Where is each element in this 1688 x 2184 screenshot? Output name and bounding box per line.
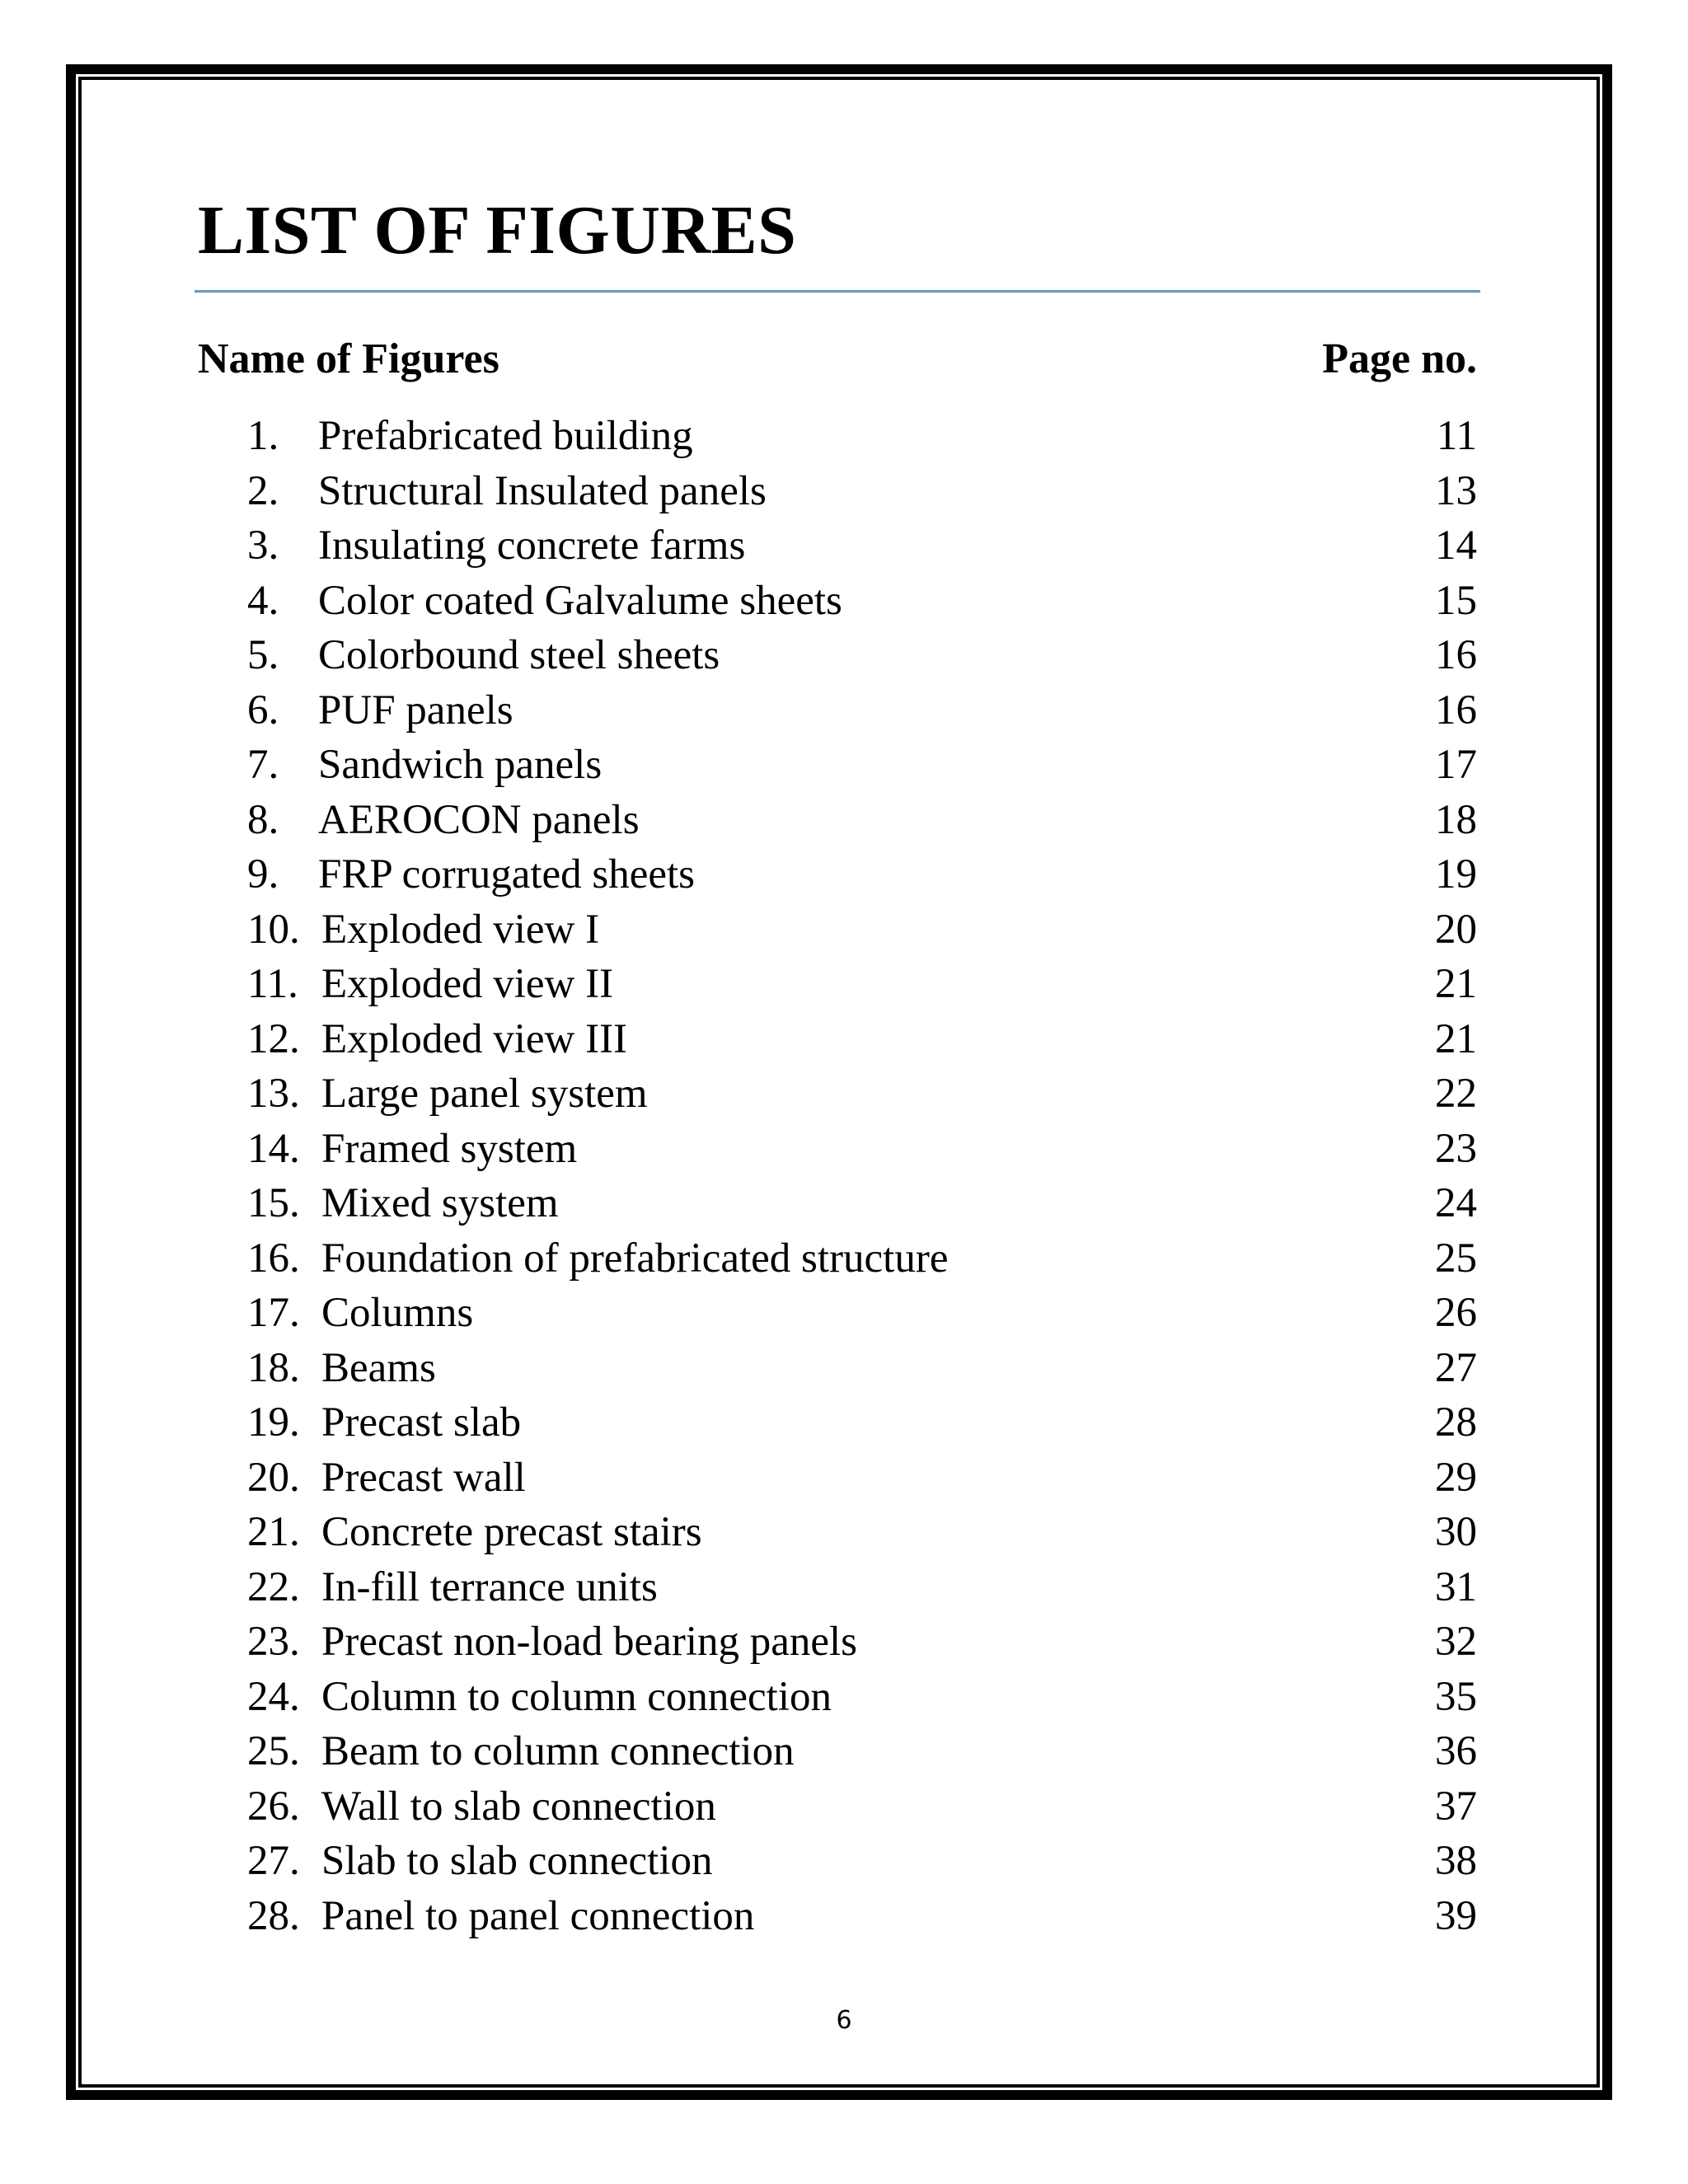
figure-page: 15: [1435, 577, 1477, 624]
figure-list-item: [198, 1779, 1477, 1835]
figure-page: 13: [1435, 467, 1477, 514]
figure-page: 39: [1435, 1892, 1477, 1939]
figure-number: 1.: [247, 413, 279, 459]
figure-list-item: [198, 683, 1477, 738]
figure-page: 18: [1435, 796, 1477, 843]
figure-number: 11.: [247, 961, 298, 1007]
figure-name: Column to column connection: [321, 1673, 832, 1720]
figure-number: 13.: [247, 1071, 300, 1117]
figure-name: Precast non-load bearing panels: [321, 1619, 858, 1665]
figure-page: 23: [1435, 1125, 1477, 1172]
figure-list-item: [198, 1395, 1477, 1451]
figure-list-item: [198, 574, 1477, 629]
figure-name: Color coated Galvalume sheets: [318, 577, 842, 624]
figure-list-item: [198, 1670, 1477, 1725]
figure-number: 27.: [247, 1838, 300, 1884]
figure-number: 24.: [247, 1673, 300, 1720]
figure-number: 26.: [247, 1783, 300, 1830]
figure-name: Prefabricated building: [318, 413, 693, 459]
figure-list-item: [198, 738, 1477, 793]
figure-page: 36: [1435, 1728, 1477, 1774]
figure-name: Exploded view I: [321, 906, 600, 953]
figure-number: 20.: [247, 1454, 300, 1501]
figure-number: 3.: [247, 523, 279, 569]
figure-page: 19: [1435, 851, 1477, 898]
figure-list-item: [198, 1286, 1477, 1341]
figure-number: 2.: [247, 467, 279, 514]
figure-page: 25: [1435, 1235, 1477, 1282]
figure-name: Sandwich panels: [318, 742, 603, 788]
title-underline: [195, 290, 1480, 293]
figure-page: 32: [1435, 1619, 1477, 1665]
figure-page: 31: [1435, 1563, 1477, 1610]
figure-name: Panel to panel connection: [321, 1892, 755, 1939]
figure-list-item: [198, 409, 1477, 464]
figure-list-item: [198, 1231, 1477, 1286]
figure-list-item: [198, 464, 1477, 519]
figure-list-item: [198, 1451, 1477, 1506]
figure-number: 22.: [247, 1563, 300, 1610]
figure-list-item: [198, 1834, 1477, 1889]
column-header-page: Page no.: [1322, 335, 1477, 382]
figure-number: 21.: [247, 1509, 300, 1555]
figure-name: Exploded view II: [321, 961, 614, 1007]
figure-list-item: [198, 518, 1477, 574]
figure-name: Foundation of prefabricated structure: [321, 1235, 949, 1282]
figure-list-item: [198, 957, 1477, 1012]
figure-number: 6.: [247, 687, 279, 733]
figure-name: Structural Insulated panels: [318, 467, 767, 514]
figure-number: 9.: [247, 851, 279, 898]
figure-name: Precast slab: [321, 1399, 522, 1446]
figure-number: 14.: [247, 1125, 300, 1172]
figure-number: 19.: [247, 1399, 300, 1446]
figure-list-item: [198, 1724, 1477, 1779]
figure-page: 11: [1436, 413, 1477, 459]
figure-list-item: [198, 1012, 1477, 1067]
figure-number: 17.: [247, 1290, 300, 1336]
figure-name: Insulating concrete farms: [318, 523, 746, 569]
figure-name: Colorbound steel sheets: [318, 632, 720, 678]
figure-page: 35: [1435, 1673, 1477, 1720]
figure-name: Precast wall: [321, 1454, 526, 1501]
figure-list-item: [198, 1889, 1477, 1944]
figure-list: [198, 409, 1477, 1943]
figure-name: Exploded view III: [321, 1015, 628, 1062]
figure-page: 30: [1435, 1509, 1477, 1555]
figure-name: Beam to column connection: [321, 1728, 795, 1774]
figure-list-item: [198, 628, 1477, 683]
figure-list-item: [198, 1615, 1477, 1670]
figure-number: 15.: [247, 1180, 300, 1226]
figure-name: Concrete precast stairs: [321, 1509, 702, 1555]
figure-page: 17: [1435, 742, 1477, 788]
figure-name: Slab to slab connection: [321, 1838, 713, 1884]
figure-name: AEROCON panels: [318, 796, 640, 843]
figure-list-item: [198, 1066, 1477, 1122]
figure-name: Wall to slab connection: [321, 1783, 716, 1830]
figure-number: 8.: [247, 796, 279, 843]
figure-number: 7.: [247, 742, 279, 788]
figure-number: 10.: [247, 906, 300, 953]
figure-list-item: [198, 1560, 1477, 1615]
figure-list-item: [198, 902, 1477, 958]
figure-name: FRP corrugated sheets: [318, 851, 696, 898]
figure-name: Framed system: [321, 1125, 578, 1172]
figure-name: Columns: [321, 1290, 474, 1336]
figure-page: 16: [1435, 632, 1477, 678]
figure-list-item: [198, 847, 1477, 902]
page-number: 6: [836, 2006, 852, 2035]
figure-name: PUF panels: [318, 687, 513, 733]
figure-number: 18.: [247, 1344, 300, 1391]
page-title: LIST OF FIGURES: [198, 192, 797, 269]
figure-page: 21: [1435, 961, 1477, 1007]
figure-page: 26: [1435, 1290, 1477, 1336]
figure-page: 22: [1435, 1071, 1477, 1117]
figure-page: 29: [1435, 1454, 1477, 1501]
figure-name: Beams: [321, 1344, 436, 1391]
figure-number: 25.: [247, 1728, 300, 1774]
figure-page: 38: [1435, 1838, 1477, 1884]
figure-name: In-fill terrance units: [321, 1563, 658, 1610]
figure-page: 28: [1435, 1399, 1477, 1446]
figure-page: 27: [1435, 1344, 1477, 1391]
figure-page: 14: [1435, 523, 1477, 569]
figure-list-item: [198, 1505, 1477, 1560]
figure-page: 24: [1435, 1180, 1477, 1226]
column-header-name: Name of Figures: [198, 335, 499, 382]
figure-list-item: [198, 1341, 1477, 1396]
figure-list-item: [198, 793, 1477, 848]
figure-number: 12.: [247, 1015, 300, 1062]
figure-number: 23.: [247, 1619, 300, 1665]
figure-page: 37: [1435, 1783, 1477, 1830]
figure-page: 20: [1435, 906, 1477, 953]
figure-page: 16: [1435, 687, 1477, 733]
figure-page: 21: [1435, 1015, 1477, 1062]
figure-list-item: [198, 1122, 1477, 1177]
figure-number: 16.: [247, 1235, 300, 1282]
figure-name: Mixed system: [321, 1180, 559, 1226]
figure-name: Large panel system: [321, 1071, 648, 1117]
figure-number: 28.: [247, 1892, 300, 1939]
figure-list-item: [198, 1176, 1477, 1231]
figure-number: 5.: [247, 632, 279, 678]
figure-number: 4.: [247, 577, 279, 624]
